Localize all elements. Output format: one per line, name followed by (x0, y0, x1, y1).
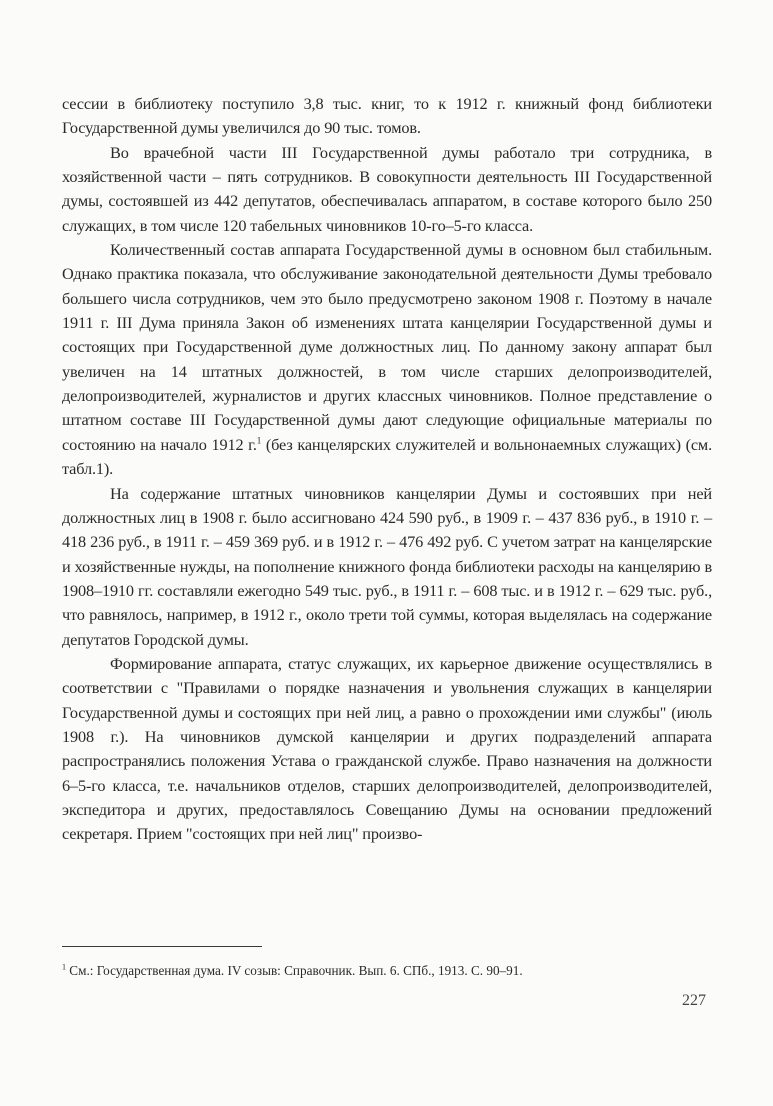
footnote-text: См.: Государственная дума. IV созыв: Справочник. Вып. 6. СПб., 1913. С. 90–91. (66, 963, 523, 978)
main-text (62, 92, 712, 847)
footnote (62, 962, 712, 980)
footnote-divider (62, 946, 262, 947)
paragraph-4: На содержание штатных чиновников канцелярии Думы и состоявших при ней должностных лиц в 1908 г. было ассигновано 424 590 руб., в 1909 г. – 437 836 руб., в 1910 г. – 418 236 руб., в 1911 г. – 459 369 руб. и в 1912 г. – 476 492 руб. С учетом затрат на канцелярские и хозяйственные нужды, на пополнение книжного фонда библиотеки расходы на канцелярию в 1908–1910 гг. составляли ежегодно 549 тыс. руб., в 1911 г. – 608 тыс. и в 1912 г. – 629 тыс. руб., что равнялось, например, в 1912 г., около трети той суммы, которая выделялась на содержание депутатов Городской думы. (62, 483, 712, 649)
footnote-mark: 1 (62, 962, 66, 972)
paragraph-2: Во врачебной части III Государственной думы работало три сотрудника, в хозяйственной части – пять сотрудников. В совокупности деятельность III Государственной думы, состоявшей из 442 депутатов, обеспечивалась аппаратом, в составе которого было 250 служащих, в том числе 120 табельных чиновников 10-го–5-го класса. (62, 142, 712, 235)
paragraph-5: Формирование аппарата, статус служащих, их карьерное движение осуществлялись в соответствии с "Правилами о порядке назначения и увольнения служащих в канцелярии Государственной думы и состоящих при ней лиц, а равно о прохождении ими службы" (июль 1908 г.). На чиновников думской канцелярии и других подразделений аппарата распространялись положения Устава о гражданской службе. Право назначения на должности 6–5-го класса, т.е. начальников отделов, старших делопроизводителей, делопроизводителей, экспедитора и других, предоставлялось Совещанию Думы на основании предложений секретаря. Прием "состоящих при ней лиц" произво- (62, 653, 712, 844)
paragraph-3 (62, 238, 712, 481)
paragraph-3-text-tail: (без канцелярских служителей и вольнонаемных служащих) (см. табл.1). (62, 434, 712, 479)
page-number: 227 (682, 992, 706, 1009)
footnote-reference[interactable]: 1 (256, 435, 262, 446)
paragraph-1: сессии в библиотеку поступило 3,8 тыс. книг, то к 1912 г. книжный фонд библиотеки Государственной думы увеличился до 90 тыс. томов. (62, 94, 712, 138)
paragraph-3-text: Количественный состав аппарата Государственной думы в основном был стабильным. Однако практика показала, что обслуживание законодательной деятельности Думы требовало большего числа сотрудников, чем это было предусмотрено законом 1908 г. Поэтому в начале 1911 г. III Дума приняла Закон об изменениях штата канцелярии Государственной думы и состоящих при Государственной думе должностных лиц. По данному закону аппарат был увеличен на 14 штатных должностей, в том числе старших делопроизводителей, делопроизводителей, журналистов и других классных чиновников. Полное представление о штатном составе III Государственной думы дают следующие официальные материалы по состоянию на начало 1912 г. (62, 240, 712, 454)
